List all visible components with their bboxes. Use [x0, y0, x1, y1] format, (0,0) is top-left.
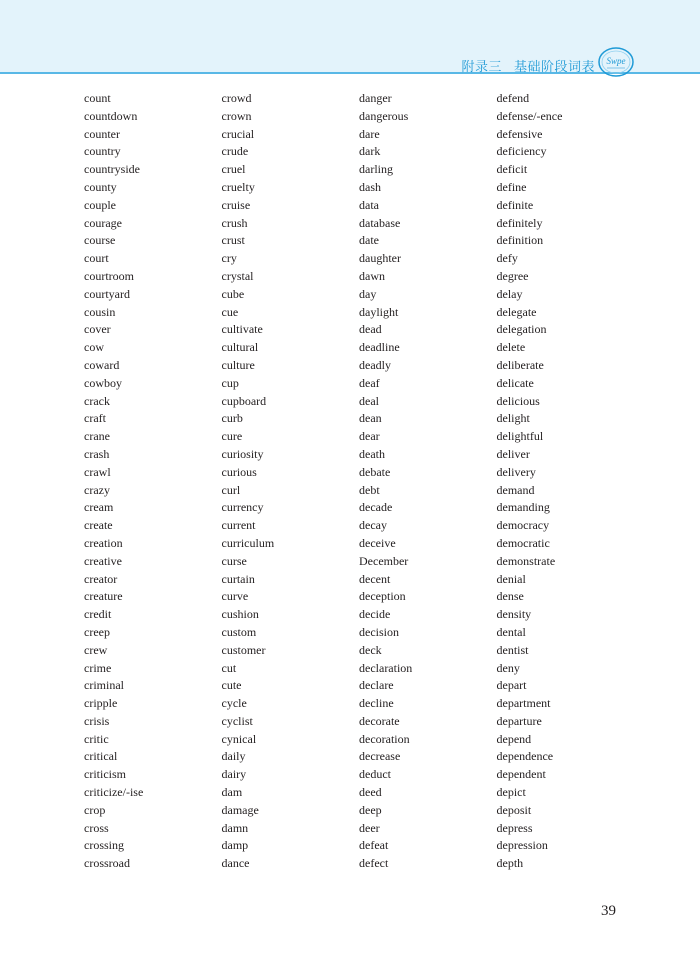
- word-item: data: [359, 197, 379, 212]
- word-item: deer: [359, 820, 380, 835]
- word-item: density: [496, 607, 532, 622]
- page-number: 39: [601, 903, 616, 919]
- word-item: cultural: [221, 340, 259, 355]
- word-item: defend: [496, 91, 530, 105]
- word-item: count: [84, 91, 111, 105]
- word-item: death: [359, 446, 385, 461]
- word-item: cynical: [221, 731, 257, 746]
- running-header: [461, 56, 595, 75]
- word-item: crop: [84, 802, 106, 817]
- word-item: crew: [84, 642, 108, 657]
- word-item: deadly: [359, 357, 391, 372]
- word-item: creator: [84, 571, 118, 586]
- word-item: deficit: [496, 162, 528, 177]
- word-item: curious: [221, 464, 257, 479]
- word-item: danger: [359, 91, 392, 105]
- word-item: defense/-ence: [496, 108, 563, 123]
- word-item: creature: [84, 589, 123, 604]
- word-item: departure: [496, 713, 542, 728]
- word-item: cube: [221, 286, 245, 301]
- word-item: denial: [496, 571, 526, 586]
- word-item: cyclist: [221, 713, 253, 728]
- word-item: depth: [496, 856, 524, 871]
- word-list: [84, 90, 634, 873]
- word-item: depend: [496, 731, 532, 746]
- word-item: cup: [221, 375, 239, 390]
- word-item: counter: [84, 126, 120, 141]
- word-item: delicious: [496, 393, 540, 408]
- word-item: cruelty: [221, 179, 255, 194]
- word-item: crack: [84, 393, 110, 408]
- word-item: culture: [221, 357, 255, 372]
- word-item: deaf: [359, 375, 380, 390]
- word-item: daughter: [359, 251, 401, 266]
- word-item: deduct: [359, 767, 391, 782]
- word-item: custom: [221, 624, 257, 639]
- word-item: course: [84, 233, 116, 248]
- word-item: crime: [84, 660, 112, 675]
- word-item: decoration: [359, 731, 410, 746]
- word-item: cruise: [221, 197, 251, 212]
- word-item: crossroad: [84, 856, 130, 871]
- word-item: dark: [359, 144, 381, 159]
- word-item: county: [84, 179, 117, 194]
- word-item: crust: [221, 233, 245, 248]
- word-item: defect: [359, 856, 389, 871]
- word-item: coward: [84, 357, 120, 372]
- word-item: courage: [84, 215, 122, 230]
- word-item: dash: [359, 179, 381, 194]
- word-item: dense: [496, 589, 524, 604]
- word-item: daylight: [359, 304, 399, 319]
- word-item: curiosity: [221, 446, 264, 461]
- word-item: cripple: [84, 696, 118, 711]
- word-item: deliver: [496, 446, 530, 461]
- word-item: critic: [84, 731, 109, 746]
- word-item: cycle: [221, 696, 247, 711]
- word-item: delete: [496, 340, 526, 355]
- word-item: database: [359, 215, 401, 230]
- word-item: deep: [359, 802, 382, 817]
- word-item: decay: [359, 518, 387, 533]
- word-item: delegate: [496, 304, 537, 319]
- appendix-label: 附录三: [461, 60, 502, 75]
- word-item: countryside: [84, 162, 140, 177]
- word-column-2: [222, 90, 360, 873]
- word-item: deception: [359, 589, 406, 604]
- word-item: curb: [221, 411, 243, 426]
- word-item: depression: [496, 838, 548, 853]
- word-item: definition: [496, 233, 544, 248]
- word-item: cross: [84, 820, 109, 835]
- word-item: depict: [496, 785, 526, 800]
- word-item: cover: [84, 322, 111, 337]
- word-item: deed: [359, 785, 382, 800]
- word-item: customer: [221, 642, 266, 657]
- word-item: dear: [359, 429, 380, 444]
- word-item: couple: [84, 197, 116, 212]
- word-item: declare: [359, 678, 394, 693]
- word-item: curtain: [221, 571, 255, 586]
- word-item: crystal: [221, 268, 254, 283]
- word-item: declaration: [359, 660, 413, 675]
- word-item: courtroom: [84, 268, 134, 283]
- swpe-logo-icon: [597, 46, 635, 78]
- word-item: dawn: [359, 268, 385, 283]
- word-item: dairy: [221, 767, 247, 782]
- word-item: demanding: [496, 500, 550, 515]
- word-item: delightful: [496, 429, 544, 444]
- word-item: debt: [359, 482, 380, 497]
- word-item: dentist: [496, 642, 529, 657]
- word-item: defensive: [496, 126, 543, 141]
- word-item: creep: [84, 624, 110, 639]
- word-item: cry: [221, 251, 237, 266]
- word-item: deposit: [496, 802, 532, 817]
- word-item: debate: [359, 464, 391, 479]
- word-item: deceive: [359, 535, 396, 550]
- word-item: crude: [221, 144, 249, 159]
- word-item: cow: [84, 340, 104, 355]
- word-item: criticize/-ise: [84, 785, 144, 800]
- word-item: decade: [359, 500, 393, 515]
- word-item: craft: [84, 411, 106, 426]
- word-item: decide: [359, 607, 391, 622]
- word-item: cushion: [221, 607, 259, 622]
- word-item: crash: [84, 446, 110, 461]
- word-item: cultivate: [221, 322, 263, 337]
- word-item: dance: [221, 856, 250, 871]
- word-item: cut: [221, 660, 237, 675]
- word-item: decent: [359, 571, 391, 586]
- word-item: darling: [359, 162, 393, 177]
- word-item: depress: [496, 820, 533, 835]
- vocabulary-title: 基础阶段词表: [513, 60, 595, 75]
- word-item: defeat: [359, 838, 389, 853]
- word-item: cream: [84, 500, 114, 515]
- word-item: cowboy: [84, 375, 122, 390]
- word-item: damage: [221, 802, 259, 817]
- word-item: criminal: [84, 678, 124, 693]
- word-item: deal: [359, 393, 379, 408]
- word-item: degree: [496, 268, 529, 283]
- word-item: delay: [496, 286, 523, 301]
- word-item: curse: [221, 553, 247, 568]
- word-item: deliberate: [496, 357, 544, 372]
- word-item: courtyard: [84, 286, 130, 301]
- word-item: crown: [221, 108, 252, 123]
- word-item: crane: [84, 429, 110, 444]
- word-item: depart: [496, 678, 527, 693]
- header-rule: [0, 72, 700, 74]
- word-item: cue: [221, 304, 239, 319]
- word-item: delivery: [496, 464, 536, 479]
- word-item: define: [496, 179, 527, 194]
- word-item: credit: [84, 607, 112, 622]
- word-item: cruel: [221, 162, 246, 177]
- word-item: crazy: [84, 482, 110, 497]
- word-item: curl: [221, 482, 241, 497]
- word-item: department: [496, 696, 551, 711]
- word-item: daily: [221, 749, 246, 764]
- word-item: cupboard: [221, 393, 267, 408]
- word-item: criticism: [84, 767, 126, 782]
- word-item: definite: [496, 197, 534, 212]
- word-item: deadline: [359, 340, 400, 355]
- word-item: creative: [84, 553, 122, 568]
- word-item: dependent: [496, 767, 546, 782]
- word-column-4: [497, 90, 635, 873]
- word-item: crucial: [221, 126, 255, 141]
- word-item: crowd: [221, 91, 252, 105]
- word-item: dam: [221, 785, 243, 800]
- word-item: currency: [221, 500, 264, 515]
- word-item: December: [359, 553, 409, 568]
- word-item: crossing: [84, 838, 124, 853]
- word-item: court: [84, 251, 109, 266]
- word-item: dead: [359, 322, 382, 337]
- word-item: deficiency: [496, 144, 547, 159]
- word-item: cute: [221, 678, 242, 693]
- word-item: curve: [221, 589, 249, 604]
- word-item: current: [221, 518, 256, 533]
- word-item: creation: [84, 535, 123, 550]
- logo-text: Swpe: [606, 56, 626, 66]
- word-item: curriculum: [221, 535, 275, 550]
- word-item: damn: [221, 820, 249, 835]
- page-header: [0, 0, 700, 72]
- word-item: decision: [359, 624, 399, 639]
- word-item: critical: [84, 749, 118, 764]
- word-item: definitely: [496, 215, 543, 230]
- word-item: demand: [496, 482, 535, 497]
- word-item: damp: [221, 838, 249, 853]
- word-item: cure: [221, 429, 243, 444]
- word-item: deny: [496, 660, 520, 675]
- word-item: dental: [496, 624, 526, 639]
- word-item: country: [84, 144, 121, 159]
- word-item: decrease: [359, 749, 401, 764]
- word-item: dare: [359, 126, 380, 141]
- word-item: cousin: [84, 304, 116, 319]
- word-item: delegation: [496, 322, 547, 337]
- word-item: day: [359, 286, 377, 301]
- word-item: date: [359, 233, 379, 248]
- word-item: defy: [496, 251, 518, 266]
- word-item: delight: [496, 411, 530, 426]
- word-item: create: [84, 518, 113, 533]
- word-item: crisis: [84, 713, 110, 728]
- word-item: dangerous: [359, 108, 409, 123]
- word-item: demonstrate: [496, 553, 556, 568]
- word-item: countdown: [84, 108, 138, 123]
- word-item: deck: [359, 642, 382, 657]
- word-item: dean: [359, 411, 382, 426]
- word-item: dependence: [496, 749, 554, 764]
- word-column-1: [84, 90, 222, 873]
- word-item: delicate: [496, 375, 534, 390]
- word-column-3: [359, 90, 497, 873]
- word-item: decorate: [359, 713, 400, 728]
- word-item: crawl: [84, 464, 111, 479]
- word-item: democracy: [496, 518, 550, 533]
- word-item: decline: [359, 696, 394, 711]
- word-item: democratic: [496, 535, 550, 550]
- word-item: crush: [221, 215, 248, 230]
